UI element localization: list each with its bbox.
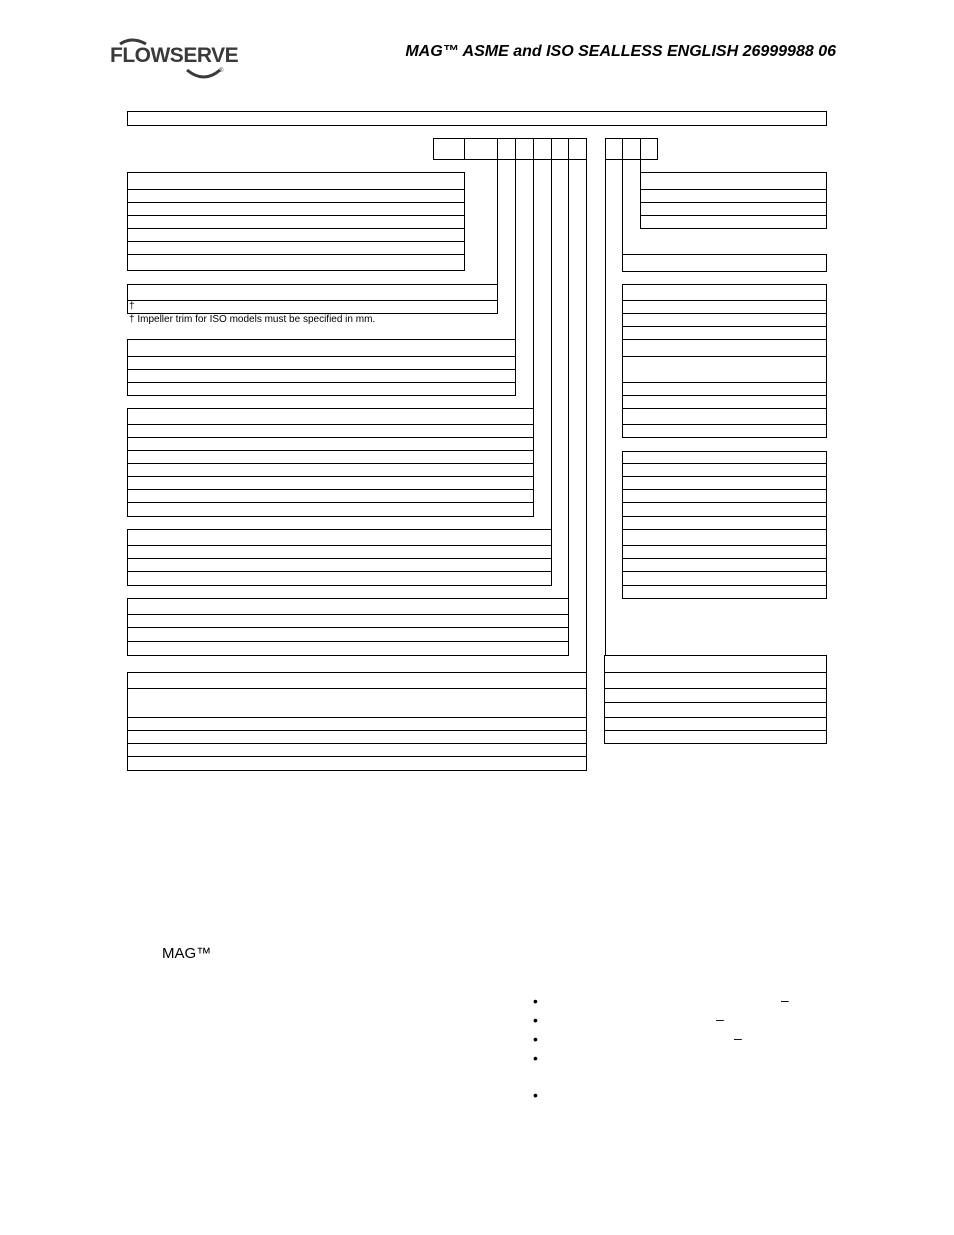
- list-bullet: •: [533, 993, 538, 1009]
- code-box: [622, 138, 641, 160]
- code-box: [515, 138, 534, 160]
- dagger-mark: †: [129, 301, 135, 312]
- form-title-bar: [127, 111, 827, 126]
- mag-label: MAG™: [162, 945, 212, 962]
- code-box: [464, 138, 498, 160]
- impeller-trim-note: † Impeller trim for ISO models must be specified in mm.: [129, 314, 376, 325]
- logo-registered-mark: ®: [219, 68, 224, 74]
- list-bullet: •: [533, 1031, 538, 1047]
- list-bullet: •: [533, 1012, 538, 1028]
- document-title: MAG™ ASME and ISO SEALLESS ENGLISH 26999988 06: [405, 43, 836, 60]
- logo-text: FLOWSERVE: [110, 44, 239, 67]
- code-box: [551, 138, 569, 160]
- code-box: [568, 138, 587, 160]
- code-box: [497, 138, 516, 160]
- list-bullet: •: [533, 1050, 538, 1066]
- code-box: [640, 138, 658, 160]
- code-box: [533, 138, 552, 160]
- code-box: [605, 138, 623, 160]
- list-dash: –: [734, 1030, 742, 1046]
- list-bullet: •: [533, 1087, 538, 1103]
- list-dash: –: [781, 992, 789, 1008]
- list-dash: –: [716, 1011, 724, 1027]
- code-box: [433, 138, 465, 160]
